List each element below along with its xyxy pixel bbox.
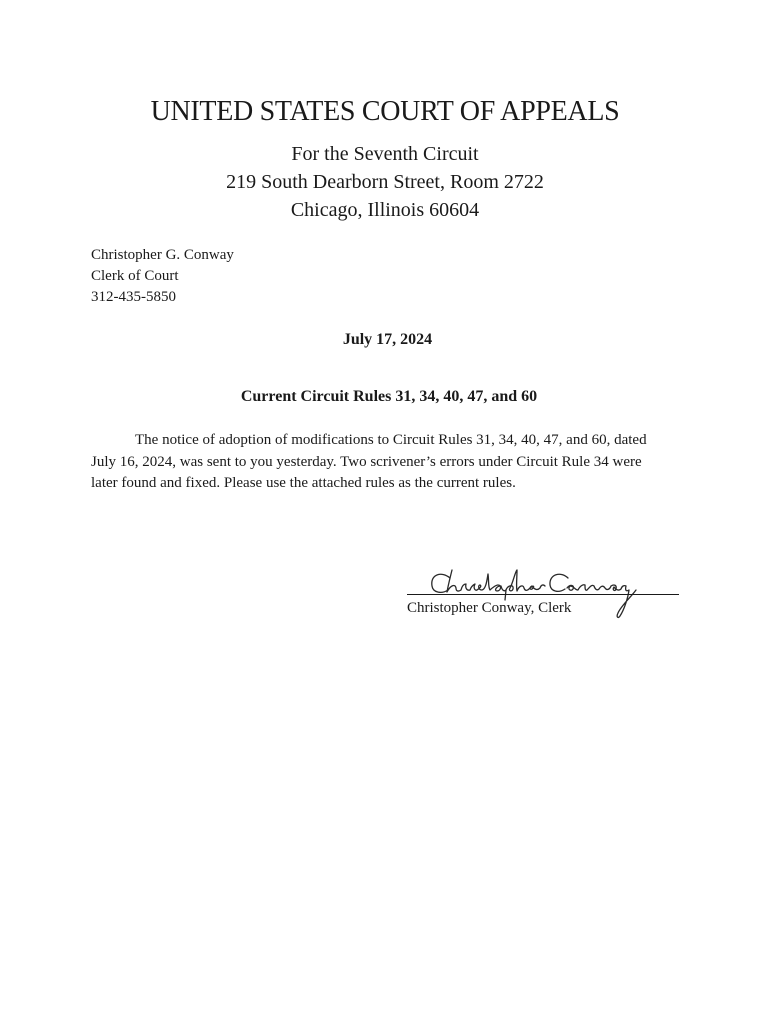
- body-paragraph: The notice of adoption of modifications to Circuit Rules 31, 34, 40, 47, and 60, dated July 16, 2024, was sent to you yesterday. Two scrivener’s errors under Circuit Rule 34 were later found and fixed. Please use the attached rules as the current rules.: [91, 432, 647, 491]
- circuit-line: For the Seventh Circuit: [291, 143, 479, 165]
- letter-date: July 17, 2024: [342, 331, 433, 348]
- clerk-name: Christopher G. Conway: [91, 247, 234, 263]
- clerk-title: Clerk of Court: [91, 268, 179, 284]
- city-address: Chicago, Illinois 60604: [290, 199, 480, 221]
- clerk-contact-block: [91, 245, 234, 308]
- letter-subject: Current Circuit Rules 31, 34, 40, 47, and 60: [240, 388, 538, 405]
- signature-caption: Christopher Conway, Clerk: [407, 600, 572, 616]
- street-address: 219 South Dearborn Street, Room 2722: [226, 171, 544, 193]
- letter-body: [91, 430, 661, 495]
- handwritten-signature: [400, 566, 685, 626]
- signature-line: [407, 594, 679, 595]
- signature-block: [400, 566, 685, 626]
- clerk-phone: 312-435-5850: [91, 289, 176, 305]
- court-name-heading: UNITED STATES COURT OF APPEALS: [150, 96, 620, 127]
